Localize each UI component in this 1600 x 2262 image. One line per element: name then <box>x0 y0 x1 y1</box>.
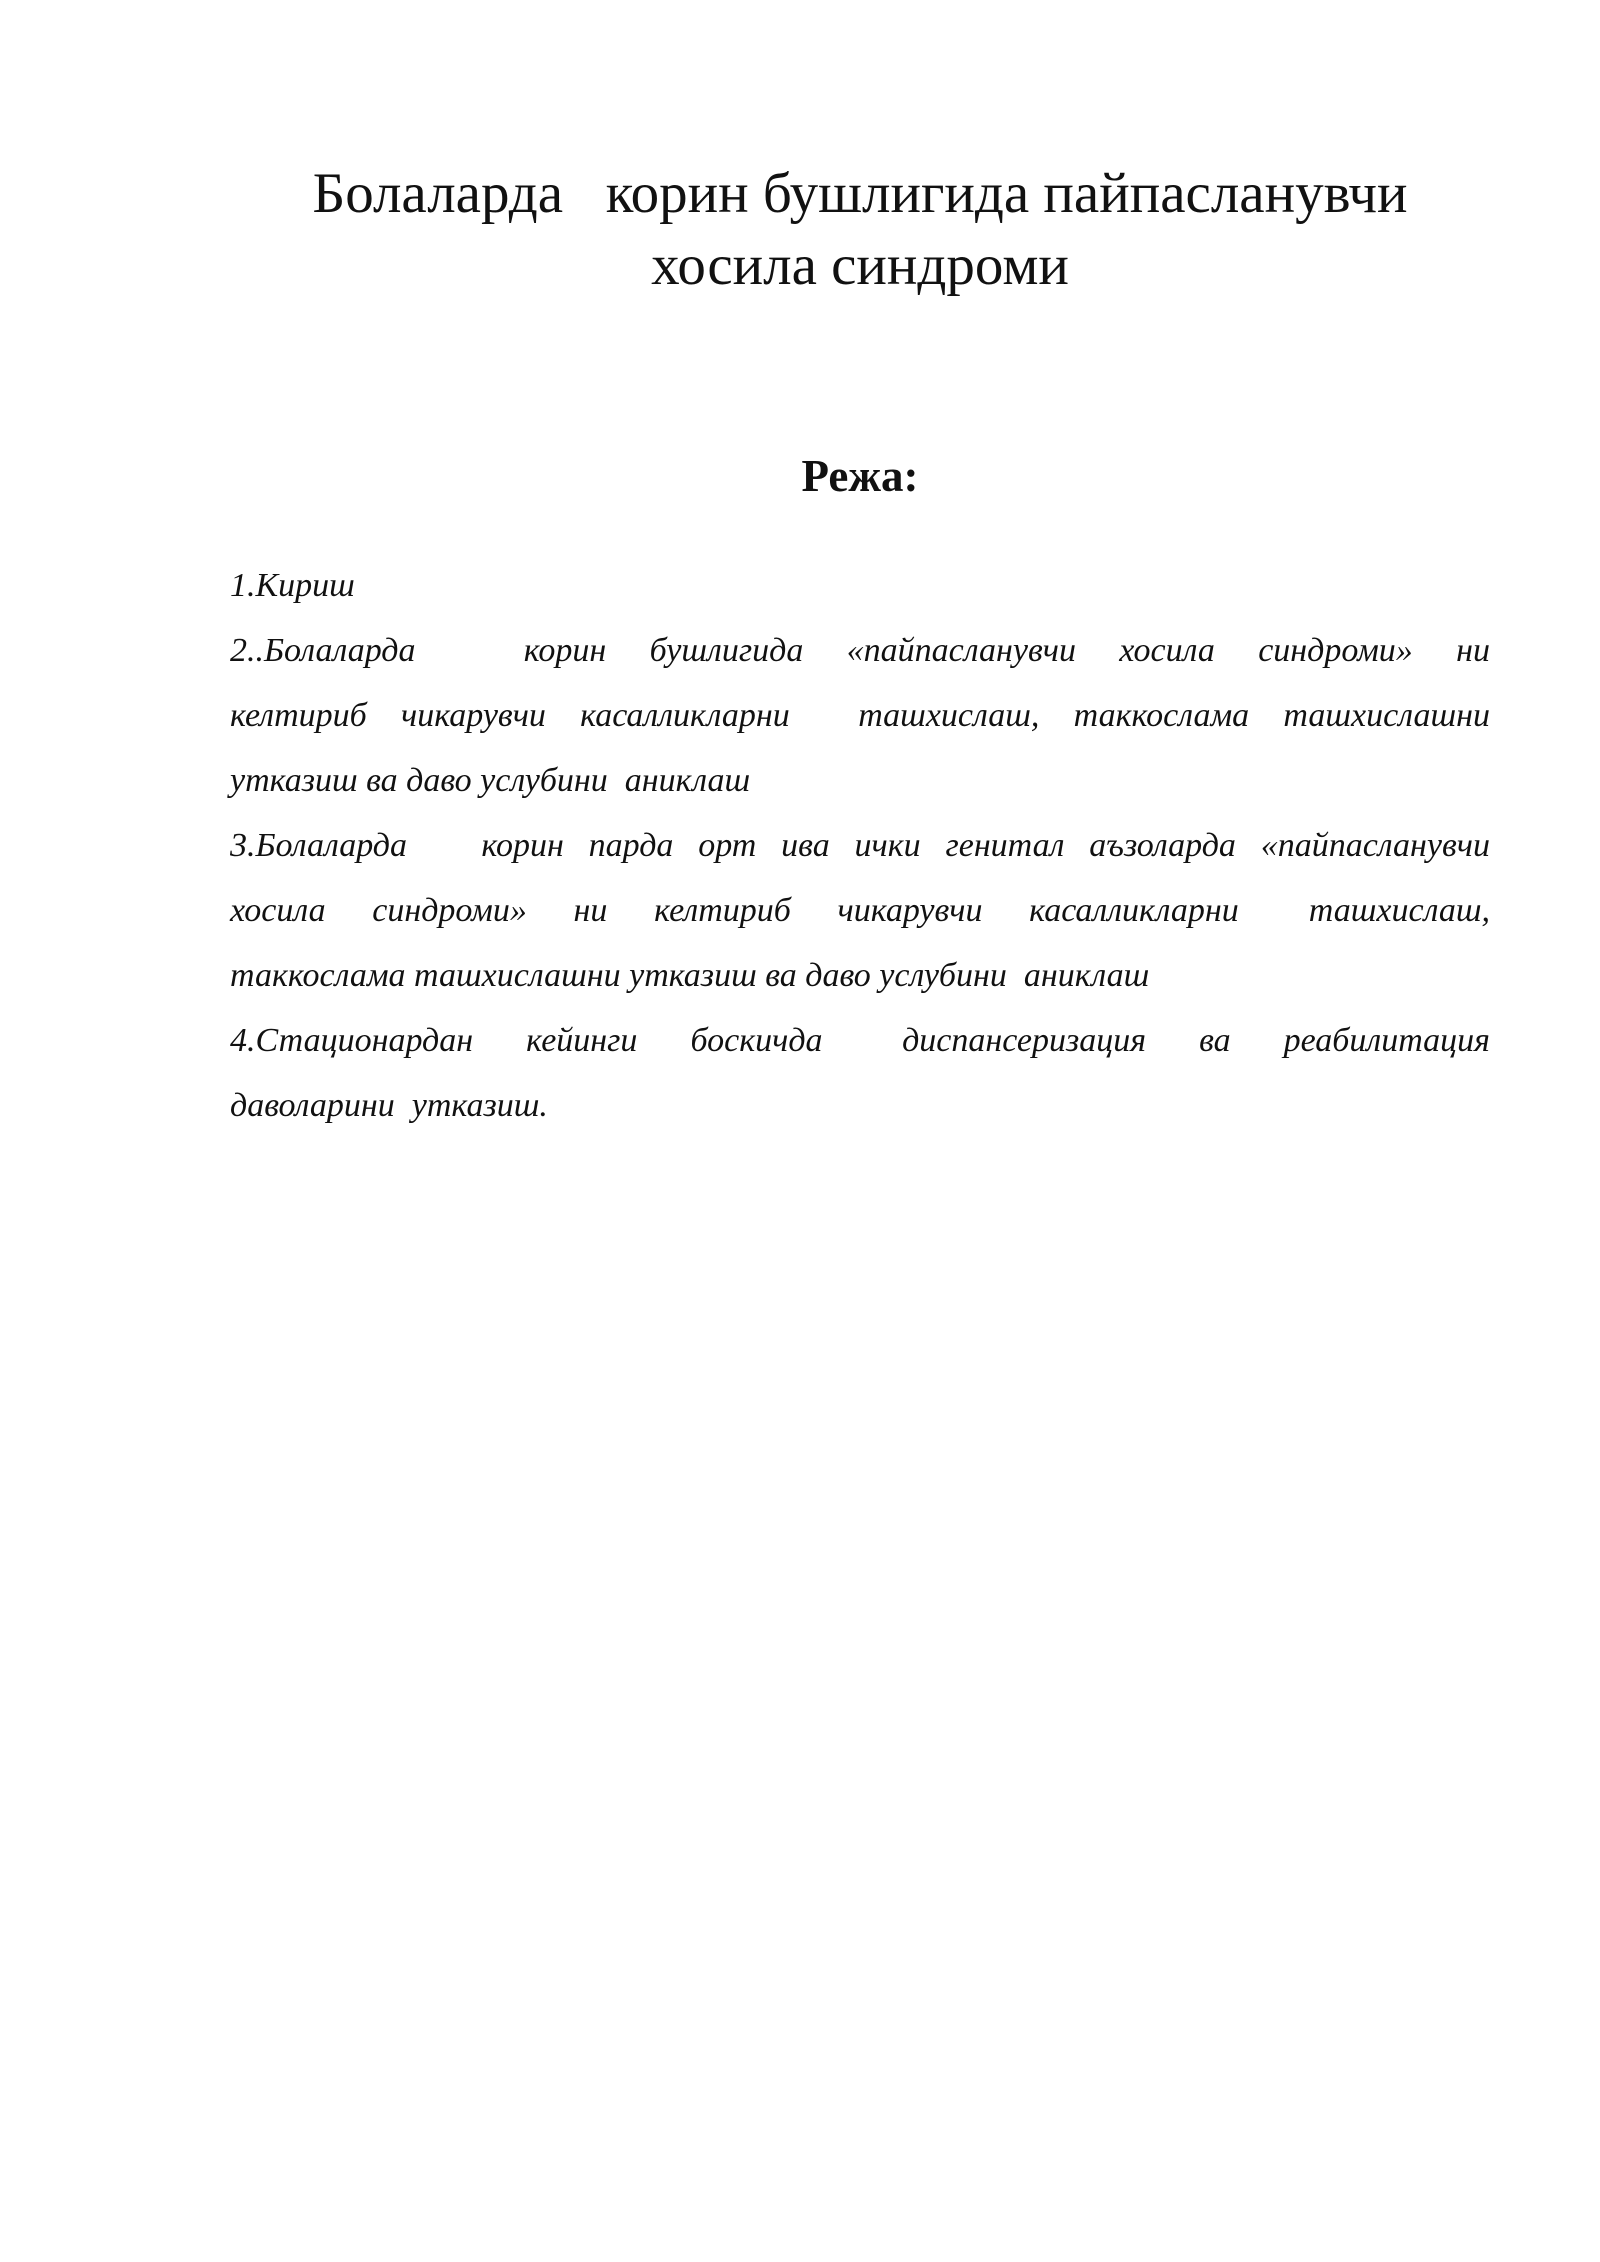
plan-item-line: утказиш ва даво услубини аниклаш <box>230 762 751 799</box>
plan-item-line: хосила синдроми» ни келтириб чикарувчи касалликларни ташхислаш, <box>230 892 1490 929</box>
plan-item-line: 2..Болаларда корин бушлигида «пайпасланувчи хосила синдроми» ни <box>230 632 1490 669</box>
plan-item-line: келтириб чикарувчи касалликларни ташхислаш, таккослама ташхислашни <box>230 697 1490 734</box>
plan-item-rehabilitation <box>230 1008 1490 1138</box>
plan-item-line: 4.Стационардан кейинги боскичда диспансеризация ва реабилитация <box>230 1022 1490 1059</box>
document-title <box>230 158 1490 302</box>
plan-item-retroperitoneal <box>230 813 1490 1008</box>
plan-item-line: 3.Болаларда корин парда орт ива ички генитал аъзоларда «пайпасланувчи <box>230 827 1490 864</box>
title-line-1: Болаларда корин бушлигида пайпасланувчи <box>312 162 1408 225</box>
plan-item-abdominal <box>230 618 1490 813</box>
plan-list <box>230 553 1490 1138</box>
plan-heading: Режа: <box>801 451 919 501</box>
plan-item-line: даволарини утказиш. <box>230 1087 548 1124</box>
plan-item-line: таккослама ташхислашни утказиш ва даво услубини аниклаш <box>230 957 1150 994</box>
plan-item-intro <box>230 553 1490 618</box>
title-line-2: хосила синдроми <box>651 234 1069 297</box>
plan-item-line: 1.Кириш <box>230 567 355 604</box>
